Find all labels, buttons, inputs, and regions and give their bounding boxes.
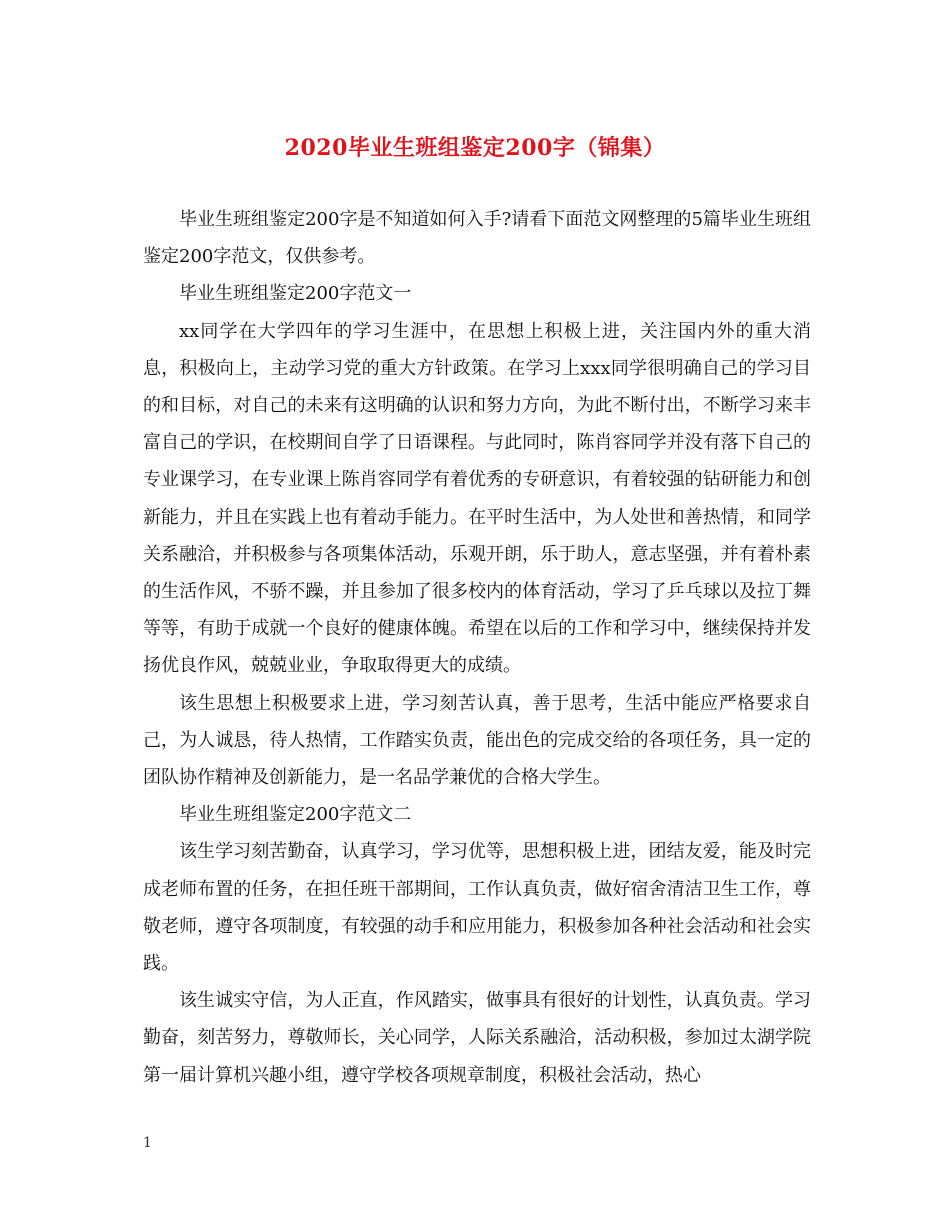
intro-paragraph: 毕业生班组鉴定200字是不知道如何入手?请看下面范文网整理的5篇毕业生班组鉴定200字范文，仅供参考。 xyxy=(143,209,811,268)
document-body xyxy=(143,201,811,1094)
body-paragraph: xx同学在大学四年的学习生涯中，在思想上积极上进，关注国内外的重大消息，积极向上，主动学习党的重大方针政策。在学习上xxx同学很明确自己的学习目的和目标，对自己的未来有这明确的认识和努力方向，为此不断付出，不断学习来丰富自己的学识，在校期间自学了日语课程。与此同时，陈肖容同学并没有落下自己的专业课学习，在专业课上陈肖容同学有着优秀的专研意识，有着较强的钻研能力和创新能力，并且在实践上也有着动手能力。在平时生活中，为人处世和善热情，和同学关系融洽，并积极参与各项集体活动，乐观开朗，乐于助人，意志坚强，并有着朴素的生活作风，不骄不躁，并且参加了很多校内的体育活动，学习了乒乓球以及拉丁舞等等，有助于成就一个良好的健康体魄。希望在以后的工作和学习中，继续保持并发扬优良作风，兢兢业业，争取取得更大的成绩。 xyxy=(143,320,811,677)
section-heading-2: 毕业生班组鉴定200字范文二 xyxy=(179,804,412,826)
body-paragraph: 该生思想上积极要求上进，学习刻苦认真，善于思考，生活中能应严格要求自己，为人诚恳，待人热情，工作踏实负责，能出色的完成交给的各项任务，具一定的团队协作精神及创新能力，是一名品学兼优的合格大学生。 xyxy=(143,692,811,789)
section-heading-1: 毕业生班组鉴定200字范文一 xyxy=(179,283,412,305)
body-paragraph: 该生诚实守信，为人正直，作风踏实，做事具有很好的计划性，认真负责。学习勤奋，刻苦努力，尊敬师长，关心同学，人际关系融洽，活动积极，参加过太湖学院第一届计算机兴趣小组，遵守学校各项规章制度，积极社会活动，热心 xyxy=(143,990,811,1086)
page-number: 1 xyxy=(143,1135,152,1151)
body-paragraph: 该生学习刻苦勤奋，认真学习，学习优等，思想积极上进，团结友爱，能及时完成老师布置的任务，在担任班干部期间，工作认真负责，做好宿舍清洁卫生工作，尊敬老师，遵守各项制度，有较强的动手和应用能力，积极参加各种社会活动和社会实践。 xyxy=(143,841,811,975)
document-title: 2020毕业生班组鉴定200字（锦集） xyxy=(284,135,666,161)
